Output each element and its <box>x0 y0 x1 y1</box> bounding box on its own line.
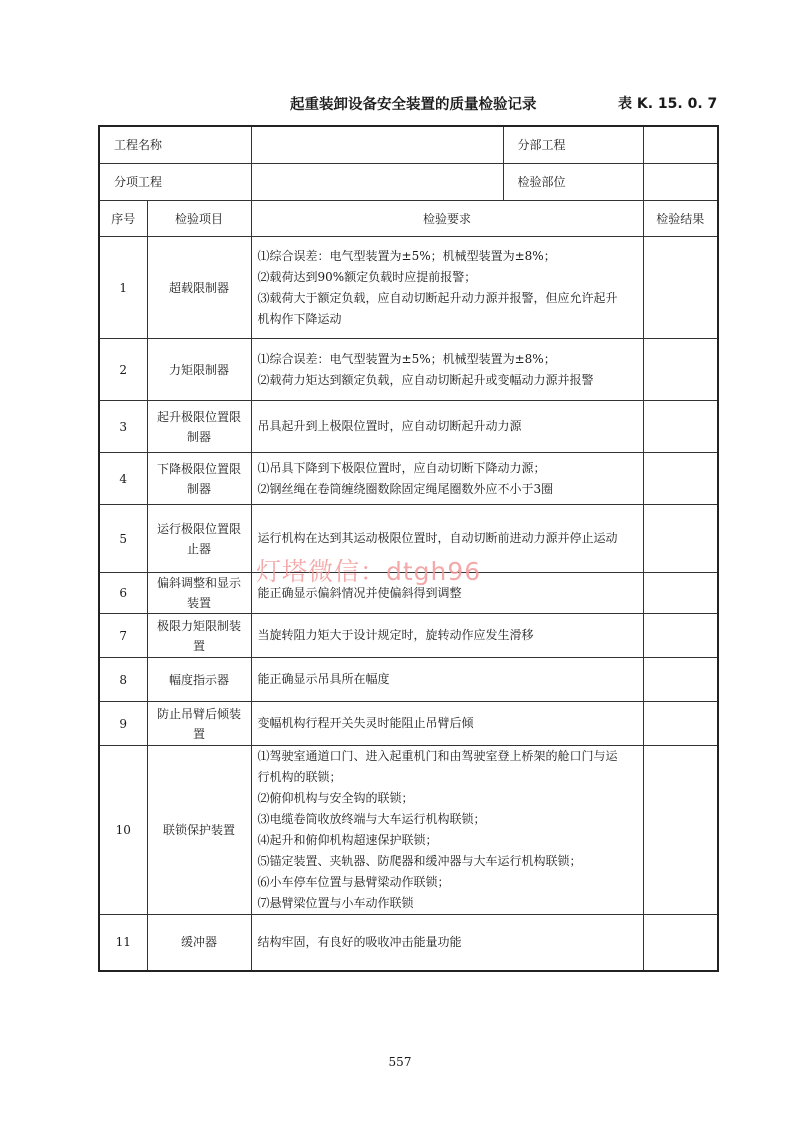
row-number: 10 <box>99 746 147 915</box>
col-result-header: 检验结果 <box>643 201 718 237</box>
row-number: 4 <box>99 453 147 505</box>
requirement-line: 吊具起升到上极限位置时，应自动切断起升动力源 <box>257 419 522 433</box>
row-number: 1 <box>99 237 147 339</box>
table-row <box>99 339 718 401</box>
inspection-result <box>643 746 718 915</box>
requirement-line: ⑸锚定装置、夹轨器、防爬器和缓冲器与大车运行机构联锁； <box>257 854 582 868</box>
inspection-item: 力矩限制器 <box>147 339 251 401</box>
project-name-label: 工程名称 <box>99 126 251 164</box>
requirement-line: ⑴驾驶室通道口门、进入起重机门和由驾驶室登上桥架的舱口门与运 <box>257 749 618 763</box>
inspection-requirement <box>251 339 643 401</box>
requirement-line: 能正确显示吊具所在幅度 <box>257 672 390 686</box>
table-row <box>99 915 718 971</box>
inspection-result <box>643 237 718 339</box>
inspection-requirement <box>251 746 643 915</box>
inspection-item: 偏斜调整和显示装置 <box>147 573 251 614</box>
table-row <box>99 401 718 453</box>
requirement-line: 变幅机构行程开关失灵时能阻止吊臂后倾 <box>257 716 474 730</box>
row-number: 9 <box>99 702 147 746</box>
requirement-line: ⑶载荷大于额定负载，应自动切断起升动力源并报警，但应允许起升 <box>257 290 618 305</box>
inspection-result <box>643 505 718 573</box>
inspection-item: 极限力矩限制装置 <box>147 614 251 658</box>
requirement-line: ⑴综合误差：电气型装置为±5%；机械型装置为±8%； <box>257 351 556 366</box>
inspection-requirement <box>251 505 643 573</box>
table-row <box>99 573 718 614</box>
table-row <box>99 453 718 505</box>
inspection-item: 运行极限位置限止器 <box>147 505 251 573</box>
requirement-line: ⑵俯仰机构与安全钩的联锁； <box>257 791 414 805</box>
inspection-requirement <box>251 237 643 339</box>
requirement-line: ⑴综合误差：电气型装置为±5%；机械型装置为±8%； <box>257 248 556 263</box>
inspection-result <box>643 658 718 702</box>
page-number: 557 <box>388 1055 412 1069</box>
inspection-requirement <box>251 453 643 505</box>
table-row <box>99 702 718 746</box>
inspection-result <box>643 339 718 401</box>
inspection-item: 缓冲器 <box>147 915 251 971</box>
inspection-result <box>643 401 718 453</box>
inspection-item: 下降极限位置限制器 <box>147 453 251 505</box>
requirement-line: ⑺悬臂梁位置与小车动作联锁 <box>257 896 414 910</box>
requirement-line: ⑴吊具下降到下极限位置时，应自动切断下降动力源； <box>257 460 546 475</box>
col-item-header: 检验项目 <box>147 201 251 237</box>
requirement-line: 当旋转阻力矩大于设计规定时，旋转动作应发生滑移 <box>257 628 534 642</box>
row-number: 7 <box>99 614 147 658</box>
inspection-record-table <box>98 125 719 972</box>
inspection-item: 防止吊臂后倾装置 <box>147 702 251 746</box>
requirement-line: 结构牢固，有良好的吸收冲击能量功能 <box>257 934 462 949</box>
inspection-requirement <box>251 614 643 658</box>
row-number: 8 <box>99 658 147 702</box>
requirement-line: ⑵钢丝绳在卷筒缠绕圈数除固定绳尾圈数外应不小于3圈 <box>257 481 554 496</box>
row-number: 6 <box>99 573 147 614</box>
division-label: 分部工程 <box>503 126 643 164</box>
row-number: 5 <box>99 505 147 573</box>
inspection-requirement <box>251 702 643 746</box>
requirement-line: 能正确显示偏斜情况并使偏斜得到调整 <box>257 585 462 600</box>
inspection-item: 幅度指示器 <box>147 658 251 702</box>
requirement-line: ⑵载荷力矩达到额定负载，应自动切断起升或变幅动力源并报警 <box>257 372 594 387</box>
requirement-line: 行机构的联锁； <box>257 770 342 784</box>
inspection-requirement <box>251 573 643 614</box>
requirement-line: 运行机构在达到其运动极限位置时，自动切断前进动力源并停止运动 <box>257 531 618 545</box>
table-row <box>99 505 718 573</box>
location-value <box>643 164 718 201</box>
inspection-requirement <box>251 658 643 702</box>
inspection-item: 联锁保护装置 <box>147 746 251 915</box>
column-header-row <box>99 201 718 237</box>
subitem-value <box>251 164 503 201</box>
page-title: 起重装卸设备安全装置的质量检验记录 <box>290 97 537 113</box>
inspection-requirement <box>251 915 643 971</box>
location-label: 检验部位 <box>503 164 643 201</box>
table-row <box>99 746 718 915</box>
record-rows <box>99 237 718 971</box>
table-row <box>99 237 718 339</box>
requirement-line: 机构作下降运动 <box>257 311 342 326</box>
col-no-header: 序号 <box>99 201 147 237</box>
requirement-line: ⑵载荷达到90%额定负载时应提前报警； <box>257 269 477 284</box>
row-number: 11 <box>99 915 147 971</box>
inspection-result <box>643 573 718 614</box>
requirement-line: ⑹小车停车位置与悬臂梁动作联锁； <box>257 875 450 889</box>
requirement-line: ⑶电缆卷筒收放终端与大车运行机构联锁； <box>257 812 486 826</box>
watermark: 灯塔微信：dtgh96 <box>256 557 482 586</box>
inspection-item: 超载限制器 <box>147 237 251 339</box>
division-value <box>643 126 718 164</box>
table-row <box>99 658 718 702</box>
row-number: 3 <box>99 401 147 453</box>
inspection-result <box>643 915 718 971</box>
table-number: 表 K. 15. 0. 7 <box>618 96 718 112</box>
col-requirement-header: 检验要求 <box>251 201 643 237</box>
project-name-value <box>251 126 503 164</box>
info-row-subitem <box>99 164 718 201</box>
requirement-line: ⑷起升和俯仰机构超速保护联锁； <box>257 833 438 847</box>
row-number: 2 <box>99 339 147 401</box>
inspection-result <box>643 614 718 658</box>
inspection-item: 起升极限位置限制器 <box>147 401 251 453</box>
inspection-requirement <box>251 401 643 453</box>
inspection-result <box>643 702 718 746</box>
table-row <box>99 614 718 658</box>
inspection-result <box>643 453 718 505</box>
subitem-label: 分项工程 <box>99 164 251 201</box>
info-row-project <box>99 126 718 164</box>
